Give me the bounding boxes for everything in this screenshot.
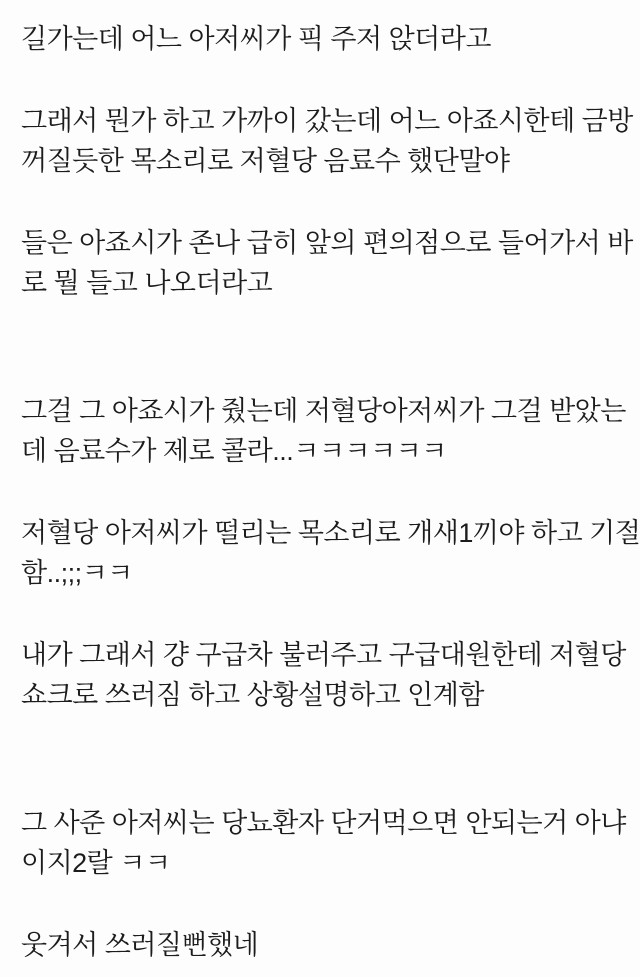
text-line: 이지2랄 ㅋㅋ bbox=[21, 848, 171, 878]
post-paragraph bbox=[21, 19, 622, 59]
text-line: 길가는데 어느 아저씨가 픽 주저 앉더라고 bbox=[21, 24, 491, 54]
text-line: 저혈당 아저씨가 떨리는 목소리로 개새1끼야 하고 기절 bbox=[21, 518, 640, 548]
text-line: 로 뭘 들고 나오더라고 bbox=[21, 268, 273, 298]
post-paragraph bbox=[21, 223, 633, 303]
text-line: 쇼크로 쓰러짐 하고 상황설명하고 인계함 bbox=[21, 680, 484, 710]
text-line: 데 음료수가 제로 콜라...ㅋㅋㅋㅋㅋㅋ bbox=[21, 436, 447, 466]
text-line: 그 사준 아저씨는 당뇨환자 단거먹으면 안되는거 아냐 bbox=[21, 808, 626, 838]
text-line: 내가 그래서 걍 구급차 불러주고 구급대원한테 저혈당 bbox=[21, 640, 626, 670]
text-line: 꺼질듯한 목소리로 저혈당 음료수 했단말야 bbox=[21, 146, 510, 176]
post-paragraph bbox=[21, 803, 626, 883]
post-paragraph bbox=[21, 925, 622, 965]
post-paragraph bbox=[21, 101, 633, 181]
text-line: 그걸 그 아죠시가 줬는데 저혈당아저씨가 그걸 받았는 bbox=[21, 396, 626, 426]
post-paragraph bbox=[21, 513, 640, 593]
post-paragraph bbox=[21, 391, 626, 471]
text-line: 들은 아죠시가 존나 급히 앞의 편의점으로 들어가서 바 bbox=[21, 228, 633, 258]
post-paragraph bbox=[21, 635, 626, 715]
text-line: 웃겨서 쓰러질뻔했네 bbox=[21, 930, 259, 960]
text-line: 그래서 뭔가 하고 가까이 갔는데 어느 아죠시한테 금방 bbox=[21, 106, 633, 136]
text-line: 함..;;;ㅋㅋ bbox=[21, 558, 133, 588]
